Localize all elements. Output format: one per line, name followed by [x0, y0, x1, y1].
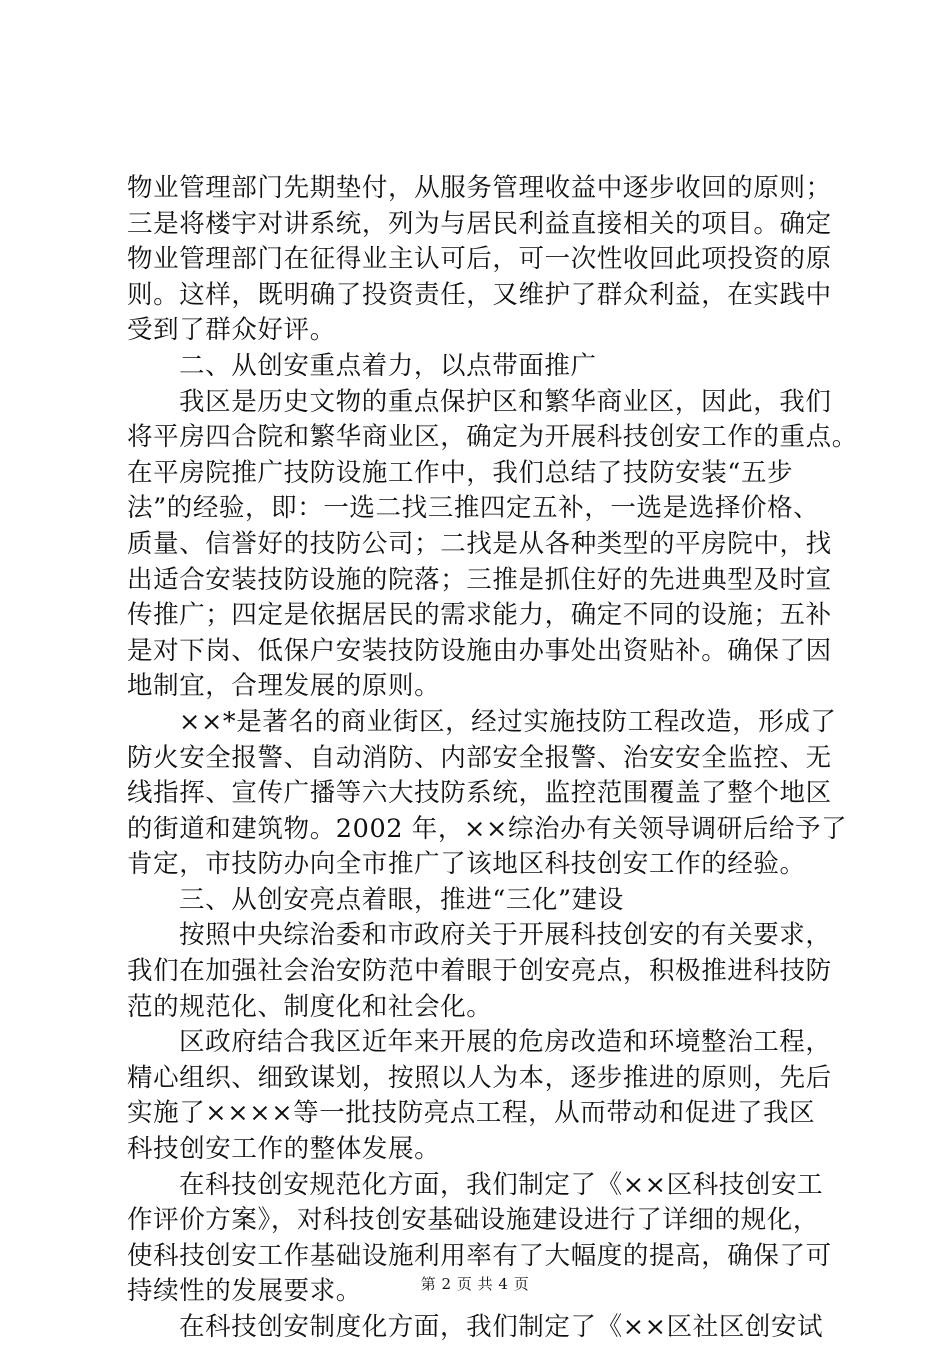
text-line: 在平房院推广技防设施工作中，我们总结了技防安装“五步	[127, 457, 794, 488]
text-line: 则。这样，既明确了投资责任，又维护了群众利益，在实践中	[127, 279, 832, 310]
text-line: 区政府结合我区近年来开展的危房改造和环境整治工程，	[179, 1027, 832, 1058]
text-line: 是对下岗、低保户安装技防设施由办事处出资贴补。确保了因	[127, 635, 832, 666]
text-line: 法”的经验，即：一选二找三推四定五补，一选是选择价格、	[127, 493, 820, 524]
text-line: ××*是著名的商业街区，经过实施技防工程改造，形成了	[179, 706, 837, 737]
text-line: 科技创安工作的整体发展。	[127, 1134, 441, 1165]
page-footer: 第 2 页 共 4 页	[420, 1275, 530, 1293]
text-line: 地制宜，合理发展的原则。	[127, 671, 441, 702]
text-line: 肯定，市技防办向全市推广了该地区科技创安工作的经验。	[127, 849, 806, 880]
text-line: 我区是历史文物的重点保护区和繁华商业区，因此，我们	[179, 386, 832, 417]
text-line: 在科技创安规范化方面，我们制定了《××区科技创安工	[179, 1169, 824, 1200]
text-line: 在科技创安制度化方面，我们制定了《××区社区创安试	[179, 1312, 824, 1342]
text-line: 出适合安装技防设施的院落；三推是抓住好的先进典型及时宣	[127, 564, 832, 595]
text-line: 物业管理部门在征得业主认可后，可一次性收回此项投资的原	[127, 244, 832, 275]
text-line: 物业管理部门先期垫付，从服务管理收益中逐步收回的原则；	[127, 173, 832, 203]
document-body	[127, 171, 858, 1346]
text-line: 我们在加强社会治安防范中着眼于创安亮点，积极推进科技防	[127, 956, 832, 987]
text-line: 范的规范化、制度化和社会化。	[127, 991, 493, 1022]
text-line: 的街道和建筑物。2002 年，××综治办有关领导调研后给予了	[127, 813, 848, 844]
text-line: 使科技创安工作基础设施利用率有了大幅度的提高，确保了可	[127, 1240, 832, 1271]
text-line: 按照中央综治委和市政府关于开展科技创安的有关要求，	[179, 920, 832, 951]
text-line: 将平房四合院和繁华商业区，确定为开展科技创安工作的重点。	[127, 422, 858, 453]
text-line: 质量、信誉好的技防公司；二找是从各种类型的平房院中，找	[127, 528, 832, 559]
text-line: 三、从创安亮点着眼，推进“三化”建设	[179, 884, 624, 915]
text-line: 实施了××××等一批技防亮点工程，从而带动和促进了我区	[127, 1098, 816, 1129]
text-line: 防火安全报警、自动消防、内部安全报警、治安安全监控、无	[127, 742, 832, 773]
text-line: 作评价方案》，对科技创安基础设施建设进行了详细的规化，	[127, 1205, 819, 1236]
text-line: 三是将楼宇对讲系统，列为与居民利益直接相关的项目。确定	[127, 208, 832, 239]
text-line: 线指挥、宣传广播等六大技防系统，监控范围覆盖了整个地区	[127, 778, 832, 809]
text-line: 受到了群众好评。	[127, 315, 336, 346]
text-line: 传推广；四定是依据居民的需求能力，确定不同的设施；五补	[127, 600, 832, 631]
text-line: 精心组织、细致谋划，按照以人为本，逐步推进的原则，先后	[127, 1062, 832, 1093]
text-line: 持续性的发展要求。	[127, 1276, 362, 1307]
text-line: 二、从创安重点着力，以点带面推广	[179, 350, 597, 381]
